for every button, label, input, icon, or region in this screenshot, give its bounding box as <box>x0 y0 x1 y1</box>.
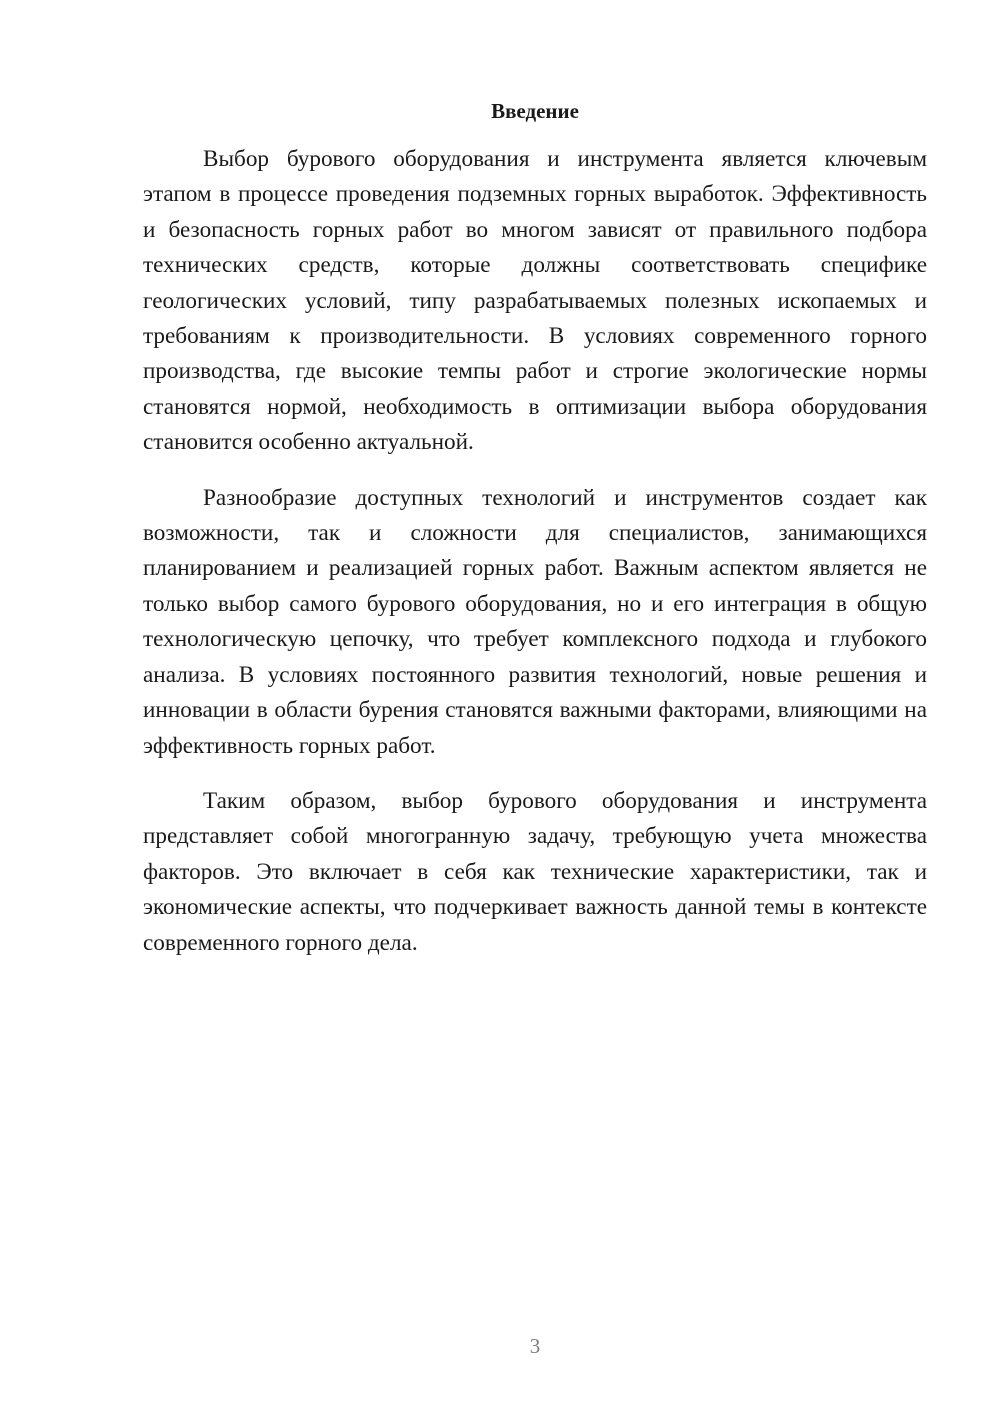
paragraph-3: Таким образом, выбор бурового оборудования и инструмента представляет собой многогранную задачу, требующую учета множества факторов. Это включает в себя как технические характеристики, так и экономические аспекты, что подчеркивает важность данной темы в контексте современного горного дела. <box>143 787 927 956</box>
document-body <box>143 142 927 961</box>
page-number: 3 <box>529 1334 541 1358</box>
paragraph-2: Разнообразие доступных технологий и инструментов создает как возможности, так и сложности для специалистов, занимающихся планированием и реализацией горных работ. Важным аспектом является не только выбор самого бурового оборудования, но и его интеграция в общую технологическую цепочку, что требует комплексного подхода и глубокого анализа. В условиях постоянного развития технологий, новые решения и инновации в области бурения становятся важными факторами, влияющими на эффективность горных работ. <box>143 484 927 759</box>
paragraph-1: Выбор бурового оборудования и инструмента является ключевым этапом в процессе проведения подземных горных выработок. Эффективность и безопасность горных работ во многом зависят от правильного подбора технических средств, которые должны соответствовать специфике геологических условий, типу разрабатываемых полезных ископаемых и требованиям к производительности. В условиях современного горного производства, где высокие темпы работ и строгие экологические нормы становятся нормой, необходимость в оптимизации выбора оборудования становится особенно актуальной. <box>143 146 927 456</box>
section-title: Введение <box>491 99 579 123</box>
